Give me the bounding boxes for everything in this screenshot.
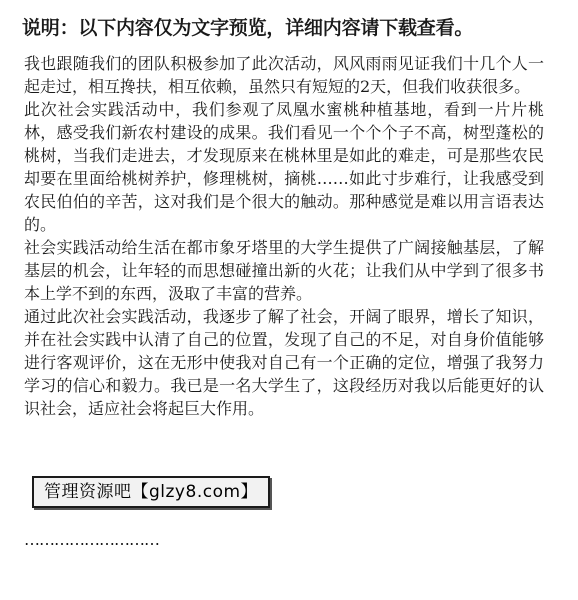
site-watermark: 管理资源吧【glzy8.com】 bbox=[32, 476, 270, 508]
preview-notice: 说明：以下内容仅为文字预览，详细内容请下载查看。 bbox=[22, 17, 474, 39]
paragraph-3: 社会实践活动给生活在都市象牙塔里的大学生提供了广阔接触基层，了解基层的机会，让年轻的而思想碰撞出新的火花；让我们从中学到了很多书本上学不到的东西，汲取了丰富的营养。 bbox=[24, 238, 544, 303]
paragraph-4: 通过此次社会实践活动，我逐步了解了社会，开阔了眼界，增长了知识，并在社会实践中认清了自己的位置，发现了自己的不足，对自身价值能够进行客观评价，这在无形中使我对自己有一个正确的定位，增强了我努力学习的信心和毅力。我已是一名大学生了，这段经历对我以后能更好的认识社会，适应社会将起巨大作用。 bbox=[24, 307, 544, 418]
document-body bbox=[24, 52, 544, 420]
paragraph-1: 我也跟随我们的团队积极参加了此次活动，风风雨雨见证我们十几个人一起走过，相互搀扶，相互依赖，虽然只有短短的2天，但我们收获很多。 bbox=[24, 54, 544, 96]
paragraph-2: 此次社会实践活动中，我们参观了凤凰水蜜桃种植基地，看到一片片桃林，感受我们新农村建设的成果。我们看见一个个个子不高，树型蓬松的桃树，当我们走进去，才发现原来在桃林里是如此的难走，可是那些农民却要在里面给桃树养护，修理桃树，摘桃……如此寸步难行，让我感受到农民伯伯的辛苦，这对我们是个很大的触动。那种感觉是难以用言语表达的。 bbox=[24, 100, 544, 234]
continuation-ellipsis: ……………………… bbox=[24, 530, 159, 549]
